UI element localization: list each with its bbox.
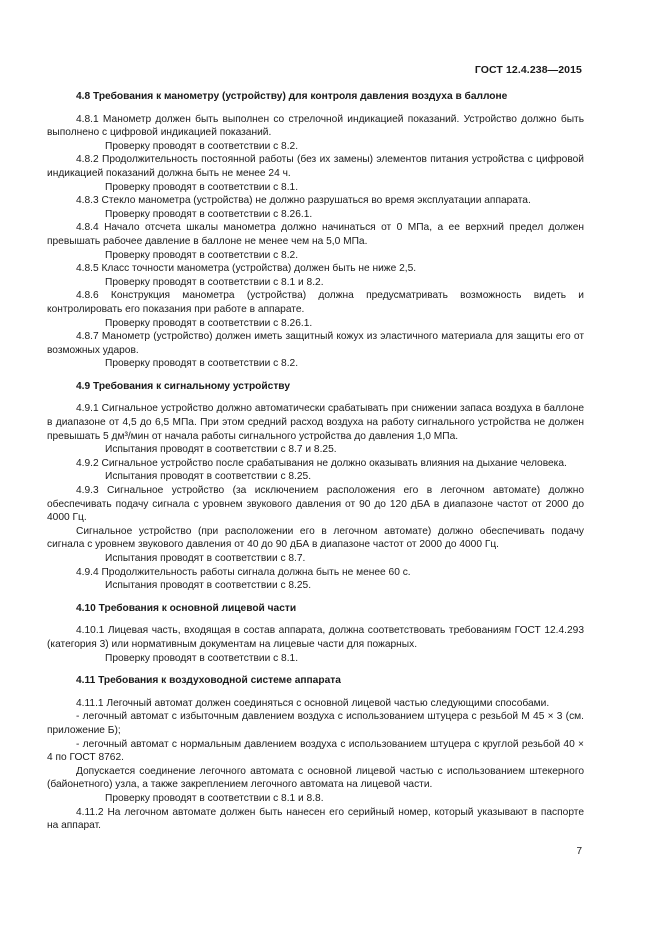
paragraph-gap bbox=[47, 104, 584, 113]
paragraph: 4.9.1 Сигнальное устройство должно автоматически срабатывать при снижении запаса воздуха в баллоне в диапазоне от 4,5 до 6,5 МПа. При этом средний расход воздуха на работу сигнального устройства не должен превышать 5 дм³/мин от начала работы сигнального устройства до давления 1,0 МПа. bbox=[47, 403, 584, 442]
document-body bbox=[47, 90, 584, 833]
paragraph: 4.8.3 Стекло манометра (устройства) не должно разрушаться во время эксплуатации аппарата. bbox=[76, 195, 531, 207]
section-heading: 4.8 Требования к манометру (устройству) для контроля давления воздуха в баллоне bbox=[76, 91, 508, 102]
paragraph: Проверку проводят в соответствии с 8.26.1. bbox=[105, 208, 313, 220]
paragraph: Проверку проводят в соответствии с 8.2. bbox=[105, 140, 299, 152]
paragraph: 4.10.1 Лицевая часть, входящая в состав аппарата, должна соответствовать требованиям ГОСТ 12.4.293 (категория 3) или нормативным документам на лицевые части для пожарных. bbox=[47, 625, 584, 650]
section-heading: 4.9 Требования к сигнальному устройству bbox=[76, 380, 290, 392]
paragraph: Испытания проводят в соответствии с 8.25. bbox=[105, 471, 312, 483]
paragraph: - легочный автомат с избыточным давлением воздуха с использованием штуцера с резьбой М 45 × 3 (см. приложение Б); bbox=[47, 711, 584, 736]
paragraph: - легочный автомат с нормальным давлением воздуха с использованием штуцера с круглой резьбой 40 × 4 по ГОСТ 8762. bbox=[47, 738, 584, 764]
paragraph: Испытания проводят в соответствии с 8.7 и 8.25. bbox=[105, 444, 337, 456]
paragraph: Проверку проводят в соответствии с 8.26.1. bbox=[105, 317, 313, 329]
paragraph-gap bbox=[47, 371, 584, 380]
page-number: 7 bbox=[576, 846, 582, 857]
section-heading: 4.10 Требования к основной лицевой части bbox=[76, 602, 297, 614]
paragraph: Испытания проводят в соответствии с 8.25. bbox=[105, 580, 312, 592]
paragraph: Проверку проводят в соответствии с 8.1 и 8.8. bbox=[105, 792, 324, 804]
paragraph: Сигнальное устройство (при расположении его в легочном автомате) должно обеспечивать подачу сигнала с уровнем звукового давления от 40 до 90 дБА в диапазоне частот от 2000 до 4000 Гц. bbox=[47, 525, 584, 551]
paragraph: Проверку проводят в соответствии с 8.1. bbox=[105, 652, 299, 664]
section-heading: 4.11 Требования к воздуховодной системе аппарата bbox=[76, 675, 341, 687]
paragraph-gap bbox=[47, 665, 584, 674]
paragraph: Проверку проводят в соответствии с 8.2. bbox=[105, 358, 299, 370]
paragraph: 4.8.1 Манометр должен быть выполнен со стрелочной индикацией показаний. Устройство должно быть выполнено с цифровой индикацией показаний. bbox=[47, 113, 584, 139]
paragraph: 4.11.1 Легочный автомат должен соединяться с основной лицевой частью следующими способами. bbox=[76, 697, 550, 709]
paragraph: Допускается соединение легочного автомата с основной лицевой частью с использованием штекерного (байонетного) узла, а также закреплением легочного автомата на лицевой части. bbox=[47, 765, 584, 791]
paragraph-gap bbox=[47, 393, 584, 402]
paragraph: 4.11.2 На легочном автомате должен быть нанесен его серийный номер, который указывают в паспорте на аппарат. bbox=[47, 806, 584, 832]
paragraph: 4.8.7 Манометр (устройство) должен иметь защитный кожух из эластичного материала для защиты его от возможных ударов. bbox=[47, 331, 584, 356]
paragraph-gap bbox=[47, 593, 584, 602]
paragraph: Испытания проводят в соответствии с 8.7. bbox=[105, 553, 306, 564]
paragraph-gap bbox=[47, 615, 584, 624]
paragraph: 4.9.3 Сигнальное устройство (за исключением расположения его в легочном автомате) должно обеспечивать подачу сигнала с уровнем звукового давления от 90 до 120 дБА в диапазоне частот от 2000 до 4000 Гц. bbox=[47, 485, 584, 524]
paragraph: Проверку проводят в соответствии с 8.2. bbox=[105, 249, 299, 261]
paragraph: 4.8.6 Конструкция манометра (устройства) должна предусматривать возможность видеть и контролировать его показания при работе в аппарате. bbox=[47, 290, 584, 315]
paragraph: Проверку проводят в соответствии с 8.1 и 8.2. bbox=[105, 276, 324, 288]
paragraph: 4.9.4 Продолжительность работы сигнала должна быть не менее 60 с. bbox=[76, 566, 411, 578]
paragraph: 4.8.4 Начало отсчета шкалы манометра должно начинаться от 0 МПа, а ее верхний предел должен превышать рабочее давление в баллоне не менее чем на 5,0 МПа. bbox=[47, 222, 584, 247]
paragraph: 4.8.2 Продолжительность постоянной работы (без их замены) элементов питания устройства с цифровой индикацией показаний должна быть не менее 24 ч. bbox=[47, 154, 584, 179]
paragraph-gap bbox=[47, 688, 584, 697]
paragraph: Проверку проводят в соответствии с 8.1. bbox=[105, 181, 299, 193]
paragraph: 4.9.2 Сигнальное устройство после срабатывания не должно оказывать влияния на дыхание человека. bbox=[76, 457, 567, 469]
paragraph: 4.8.5 Класс точности манометра (устройства) должен быть не ниже 2,5. bbox=[76, 263, 417, 275]
document-header: ГОСТ 12.4.238—2015 bbox=[474, 64, 582, 76]
